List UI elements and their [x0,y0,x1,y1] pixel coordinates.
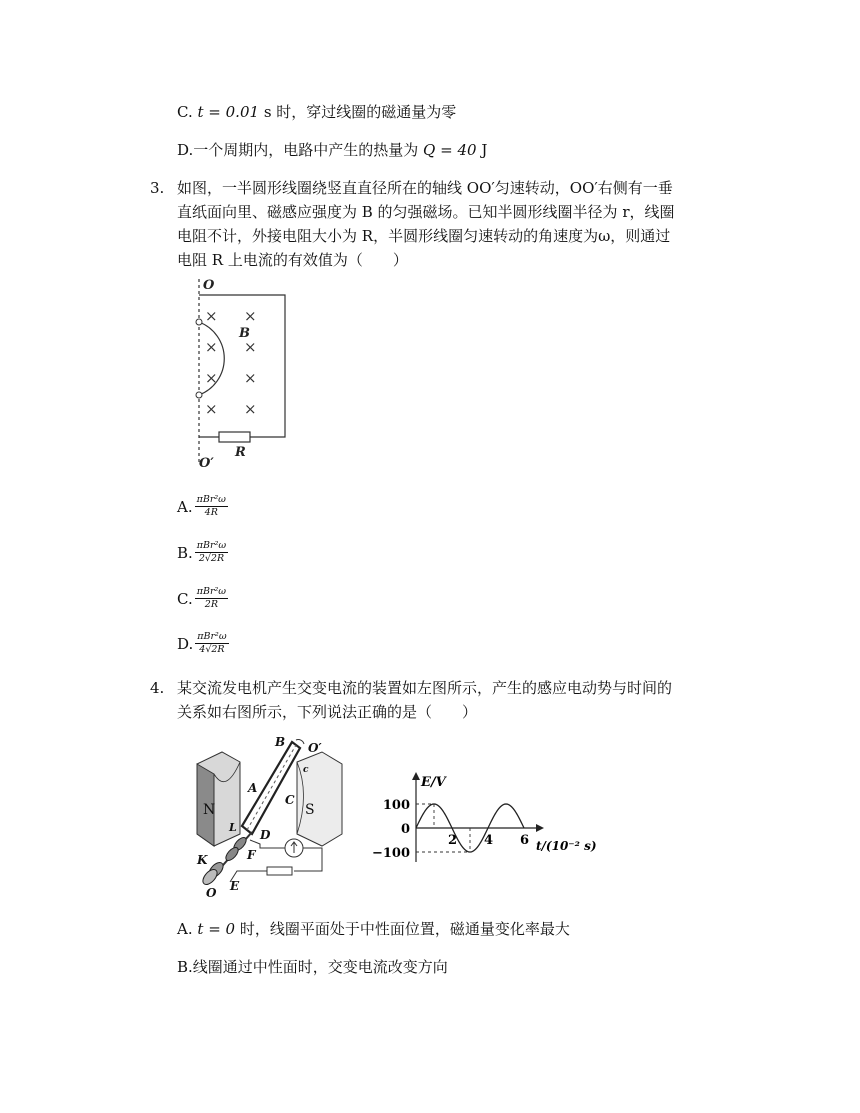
svg-text:×: × [244,338,257,356]
q3-option-d[interactable]: D. $\frac{\text{πBr²ω}}{4√2R}$ [177,631,227,655]
label-s: S [305,802,315,818]
svg-text:×: × [205,338,218,356]
q3-option-c[interactable]: C. $\frac{\text{πBr²ω}}{2R}$ [177,586,227,610]
x-tick-label: 2 [448,833,458,848]
question-3-text: 如图，一半圆形线圈绕竖直直径所在的轴线 OO′匀速转动，OO′右侧有一垂 直纸面向里、磁感应强度为 B 的匀强磁场。已知半圆形线圈半径为 r，线圈 电阻不计，外接电阻大小为 R，半圆形线圈匀速转动的角速度为ω，则通过 电阻 R 上电流的有效值为（ ） [177,179,675,269]
label-f: F [247,848,256,862]
label-b-gen: B [275,735,286,749]
label-d: D [260,828,271,842]
magnetic-field-crosses [205,307,257,418]
q3-option-a[interactable]: A. $\frac{\text{πBr²ω}}{4R}$ [177,494,226,518]
x-axis-label: t/(10⁻² s) [536,839,597,853]
label-o-gen: O [206,886,217,899]
svg-text:×: × [244,400,257,418]
label-b: B [239,326,250,341]
label-k: K [197,853,208,867]
generator-figure [192,734,352,899]
y-tick-label: −100 [372,846,410,861]
q4-option-b[interactable]: B.线圈通过中性面时，交变电流改变方向 [177,958,448,976]
label-o-prime-gen: O′ [308,741,322,755]
q3-option-b[interactable]: B. $\frac{\text{πBr²ω}}{2√2R}$ [177,540,227,564]
label-l: L [229,821,237,834]
label-e: E [230,879,240,893]
y-axis-label: E/V [421,775,446,790]
x-tick-label: 6 [520,833,530,848]
svg-text:×: × [205,400,218,418]
svg-text:×: × [205,307,218,325]
y-tick-label: 100 [382,798,410,813]
label-c-small: c [303,765,309,775]
svg-text:×: × [205,369,218,387]
q2-option-d[interactable]: D.一个周期内，电路中产生的热量为 Q = 40 J [177,141,488,159]
label-n: N [203,802,216,818]
label-a: A [248,781,258,795]
label-o-prime: O′ [199,456,214,470]
resistor-r [219,432,250,442]
label-o: O [203,278,215,293]
semicircle-coil-figure [185,275,295,470]
y-tick-label: 0 [400,822,410,837]
svg-text:×: × [244,369,257,387]
question-3-number: 3. [150,179,165,197]
label-c: C [285,793,295,807]
q2-option-c[interactable]: C. t = 0.01 s 时，穿过线圈的磁通量为零 [177,103,457,121]
question-4-number: 4. [150,679,165,697]
question-4-text: 某交流发电机产生交变电流的装置如左图所示，产生的感应电动势与时间的 关系如右图所示，下列说法正确的是（ ） [177,679,673,721]
q4-option-a[interactable]: A. t = 0 时，线圈平面处于中性面位置，磁通量变化率最大 [177,920,570,938]
emf-time-chart [372,770,602,870]
svg-text:×: × [244,307,257,325]
label-r: R [235,445,246,460]
x-tick-label: 4 [484,833,494,848]
